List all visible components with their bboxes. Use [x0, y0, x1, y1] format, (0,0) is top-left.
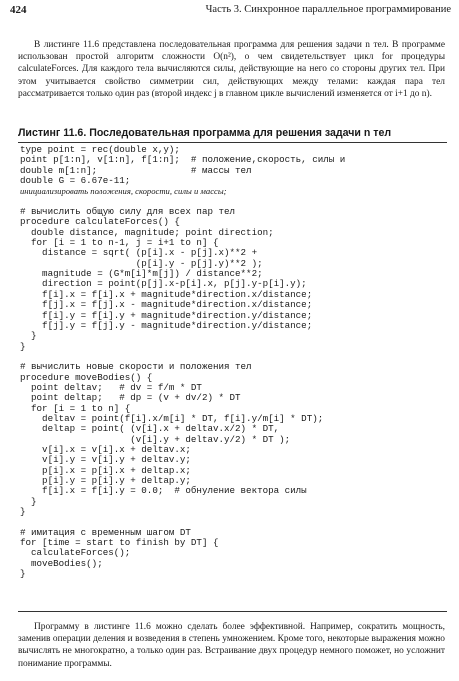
code-line: direction = point(p[j].x-p[i].x, p[j].y-p[i].y); [20, 278, 307, 290]
page-number: 424 [10, 4, 27, 16]
code-line: f[i].x = f[i].y = 0.0; # обнуление вектора силы [20, 485, 307, 497]
code-line: (v[i].y + deltav.y/2) * DT ); [20, 433, 291, 445]
listing-title: Листинг 11.6. Последовательная программа для решения задачи n тел [18, 127, 392, 139]
code-line: } [20, 506, 26, 518]
code-line: distance = sqrt( (p[i].x - p[j].x)**2 + [20, 247, 258, 259]
code-line: moveBodies(); [20, 557, 103, 569]
code-line: (p[i].y - p[j].y)**2 ); [20, 257, 263, 269]
code-line: f[i].x = f[i].x + magnitude*direction.x/distance; [20, 288, 313, 300]
code-line: double m[1:n]; # массы тел [20, 164, 252, 176]
code-line: calculateForces(); [20, 547, 131, 559]
outro-paragraph: Программу в листинге 11.6 можно сделать более эффективной. Например, сократить мощность, заменив операции деления и возведения в степень умножением. Кроме того, некоторые выражения можно вычислять не многократно, а только один раз. Встраивание двух процедур немного поможет, но усложнит понимание программы. [18, 622, 445, 669]
code-line: p[i].y = p[i].y + deltap.y; [20, 475, 191, 486]
code-line: # вычислить новые скорости и положения тел [20, 361, 252, 373]
intro-paragraph: В листинге 11.6 представлена последовательная программа для решения задачи n тел. В программе использован простой алгоритм сложности O(n²), о чем свидетельствует цикл for процедуры calculateForces. Для каждого тела вычисляются силы, действующие на него со стороны других тел. При этом учитывается свойство симметрии сил, действующих между телами: каждая пара тел рассматривается только один раз (второй индекс j в главном цикле вычислений изменяется от i+1 до n). [18, 40, 445, 99]
code-line: for [i = 1 to n-1, j = i+1 to n] { [20, 237, 219, 249]
code-line: deltav = point(f[i].x/m[i] * DT, f[i].y/m[i] * DT); [20, 412, 324, 424]
code-line: point p[1:n], v[1:n], f[1:n]; # положение,скорость, силы и [20, 154, 346, 166]
code-line: point deltap; # dp = (v + dv/2) * DT [20, 392, 241, 404]
listing-top-rule [18, 142, 447, 143]
code-line: procedure moveBodies() { [20, 371, 153, 383]
code-line: double distance, magnitude; point direction; [20, 226, 274, 238]
code-line: } [20, 495, 37, 507]
code-line: procedure calculateForces() { [20, 216, 180, 228]
code-line: v[i].y = v[i].y + deltav.y; [20, 454, 191, 466]
listing-bottom-rule [18, 611, 447, 612]
code-line: for [time = start to finish by DT] { [20, 537, 219, 549]
code-line: } [20, 330, 37, 342]
page-header [10, 4, 451, 18]
code-line: # имитация с временным шагом DT [20, 526, 191, 538]
code-line: v[i].x = v[i].x + deltav.x; [20, 443, 191, 455]
code-line: point deltav; # dv = f/m * DT [20, 381, 202, 393]
code-line: # вычислить общую силу для всех пар тел [20, 206, 236, 218]
code-line: f[j].y = f[j].y - magnitude*direction.y/distance; [20, 319, 313, 331]
code-line: double G = 6.67e-11; [20, 175, 131, 187]
code-line: f[i].y = f[i].y + magnitude*direction.y/distance; [20, 309, 313, 321]
code-line: for [i = 1 to n] { [20, 402, 131, 414]
code-line: magnitude = (G*m[i]*m[j]) / distance**2; [20, 268, 263, 280]
running-head: Часть 3. Синхронное параллельное программирование [205, 4, 451, 15]
code-line: } [20, 340, 26, 352]
code-listing [20, 145, 345, 579]
code-line: p[i].x = p[i].x + deltap.x; [20, 464, 191, 476]
code-line: f[j].x = f[j].x - magnitude*direction.x/distance; [20, 299, 313, 311]
code-line: deltap = point( (v[i].x + deltav.x/2) * DT, [20, 423, 280, 435]
code-line: type point = rec(double x,y); [20, 144, 180, 155]
code-line: } [20, 568, 26, 580]
code-line-note: инициализировать положения, скорости, силы и массы; [20, 186, 227, 197]
